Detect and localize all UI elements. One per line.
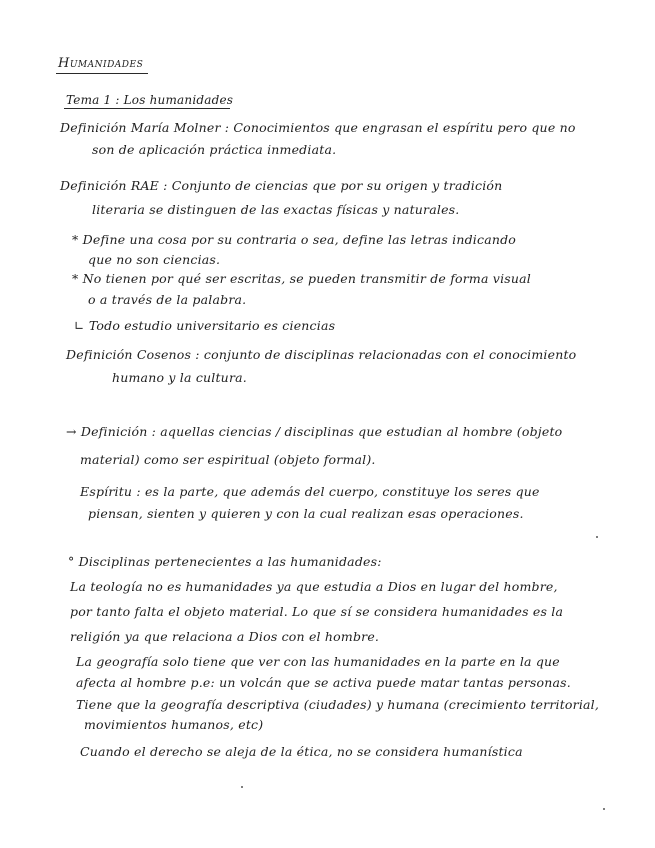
subject-underline xyxy=(56,73,148,74)
topic-heading: Tema 1 : Los humanidades xyxy=(66,93,234,107)
scan-speck xyxy=(603,808,605,810)
note-line: La teología no es humanidades ya que estudia a Dios en lugar del hombre, xyxy=(70,579,558,594)
note-line: * Define una cosa por su contraria o sea, define las letras indicando xyxy=(72,232,517,247)
note-line: humano y la cultura. xyxy=(112,370,247,385)
note-line: movimientos humanos, etc) xyxy=(84,717,264,732)
note-line: → Definición : aquellas ciencias / disciplinas que estudian al hombre (objeto xyxy=(66,424,563,439)
subject-heading: Humanidades xyxy=(58,56,144,71)
note-line: religión ya que relaciona a Dios con el hombre. xyxy=(70,629,380,644)
note-line: literaria se distinguen de las exactas físicas y naturales. xyxy=(92,202,460,217)
note-line: * No tienen por qué ser escritas, se pueden transmitir de forma visual xyxy=(72,271,531,286)
note-line: por tanto falta el objeto material. Lo que sí se considera humanidades es la xyxy=(70,604,564,619)
scan-speck xyxy=(241,786,243,788)
note-line: ° Disciplinas pertenecientes a las humanidades: xyxy=(68,554,382,569)
note-line: La geografía solo tiene que ver con las humanidades en la parte en la que xyxy=(76,654,560,669)
note-line: Espíritu : es la parte, que además del cuerpo, constituye los seres que xyxy=(80,484,540,499)
note-line: Definición Cosenos : conjunto de disciplinas relacionadas con el conocimiento xyxy=(66,347,577,362)
note-line: Definición RAE : Conjunto de ciencias que por su origen y tradición xyxy=(60,178,503,193)
note-line: Tiene que la geografía descriptiva (ciudades) y humana (crecimiento territorial, xyxy=(76,697,600,712)
note-line: Cuando el derecho se aleja de la ética, no se considera humanística xyxy=(80,744,523,759)
note-line: que no son ciencias. xyxy=(88,252,221,267)
note-line: Definición María Molner : Conocimientos que engrasan el espíritu pero que no xyxy=(60,120,576,135)
note-line: afecta al hombre p.e: un volcán que se activa puede matar tantas personas. xyxy=(76,675,571,690)
scan-speck xyxy=(596,536,598,538)
topic-underline xyxy=(64,108,230,109)
note-line: piensan, sienten y quieren y con la cual realizan esas operaciones. xyxy=(88,506,524,521)
note-line: material) como ser espiritual (objeto formal). xyxy=(80,452,376,467)
note-line: son de aplicación práctica inmediata. xyxy=(92,142,337,157)
note-line: ∟ Todo estudio universitario es ciencias xyxy=(74,318,336,333)
note-line: o a través de la palabra. xyxy=(88,292,247,307)
